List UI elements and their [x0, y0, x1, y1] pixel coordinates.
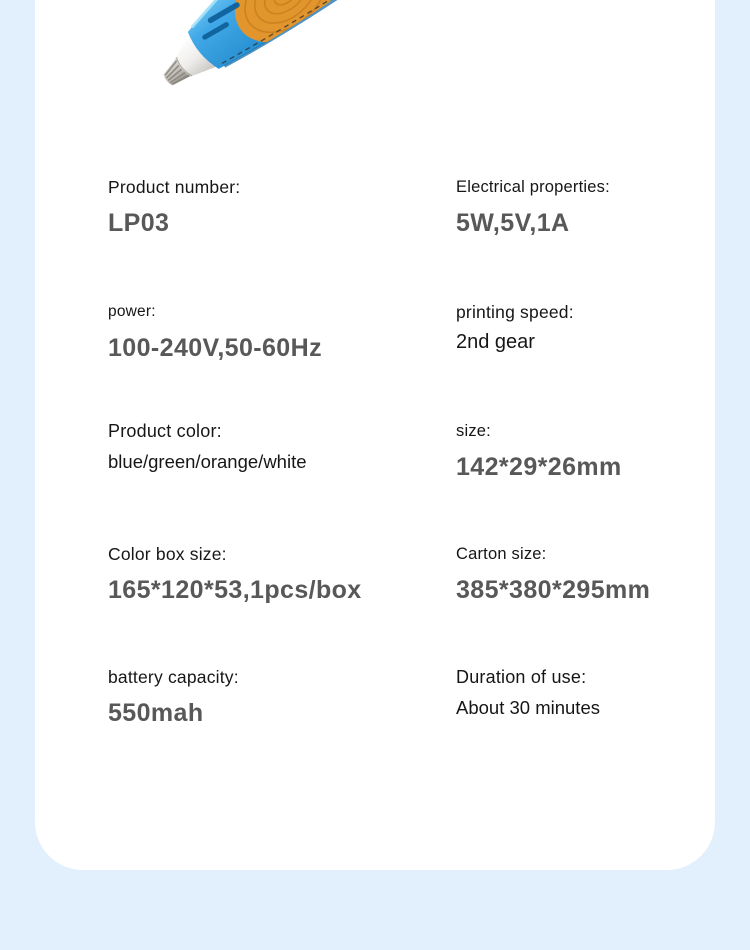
spec-label: Color box size:: [108, 544, 227, 564]
spec-value: 5W,5V,1A: [456, 209, 570, 237]
spec-label: Product color:: [108, 421, 222, 441]
spec-label: size:: [456, 422, 491, 440]
spec-product-color: [108, 419, 438, 473]
spec-value: 165*120*53,1pcs/box: [108, 576, 362, 604]
spec-label: battery capacity:: [108, 667, 239, 687]
spec-power: [108, 300, 438, 363]
spec-battery-capacity: [108, 665, 438, 728]
spec-value: 142*29*26mm: [456, 453, 622, 481]
spec-color-box-size: [108, 542, 438, 605]
spec-size: [456, 419, 750, 482]
spec-printing-speed: [456, 300, 750, 354]
spec-label: power:: [108, 303, 156, 320]
spec-label: Product number:: [108, 177, 241, 197]
spec-label: Carton size:: [456, 545, 547, 563]
spec-label: Electrical properties:: [456, 178, 610, 196]
spec-value: 550mah: [108, 699, 204, 727]
spec-value: 100-240V,50-60Hz: [108, 334, 322, 362]
spec-carton-size: [456, 542, 750, 605]
spec-value: LP03: [108, 209, 170, 237]
spec-duration-of-use: [456, 665, 750, 719]
spec-electrical-properties: [456, 175, 750, 238]
spec-value: blue/green/orange/white: [108, 451, 307, 472]
spec-product-number: [108, 175, 438, 238]
spec-label: printing speed:: [456, 302, 574, 322]
spec-value: 385*380*295mm: [456, 576, 651, 604]
spec-value: 2nd gear: [456, 331, 535, 353]
spec-value: About 30 minutes: [456, 697, 600, 718]
spec-label: Duration of use:: [456, 667, 587, 687]
